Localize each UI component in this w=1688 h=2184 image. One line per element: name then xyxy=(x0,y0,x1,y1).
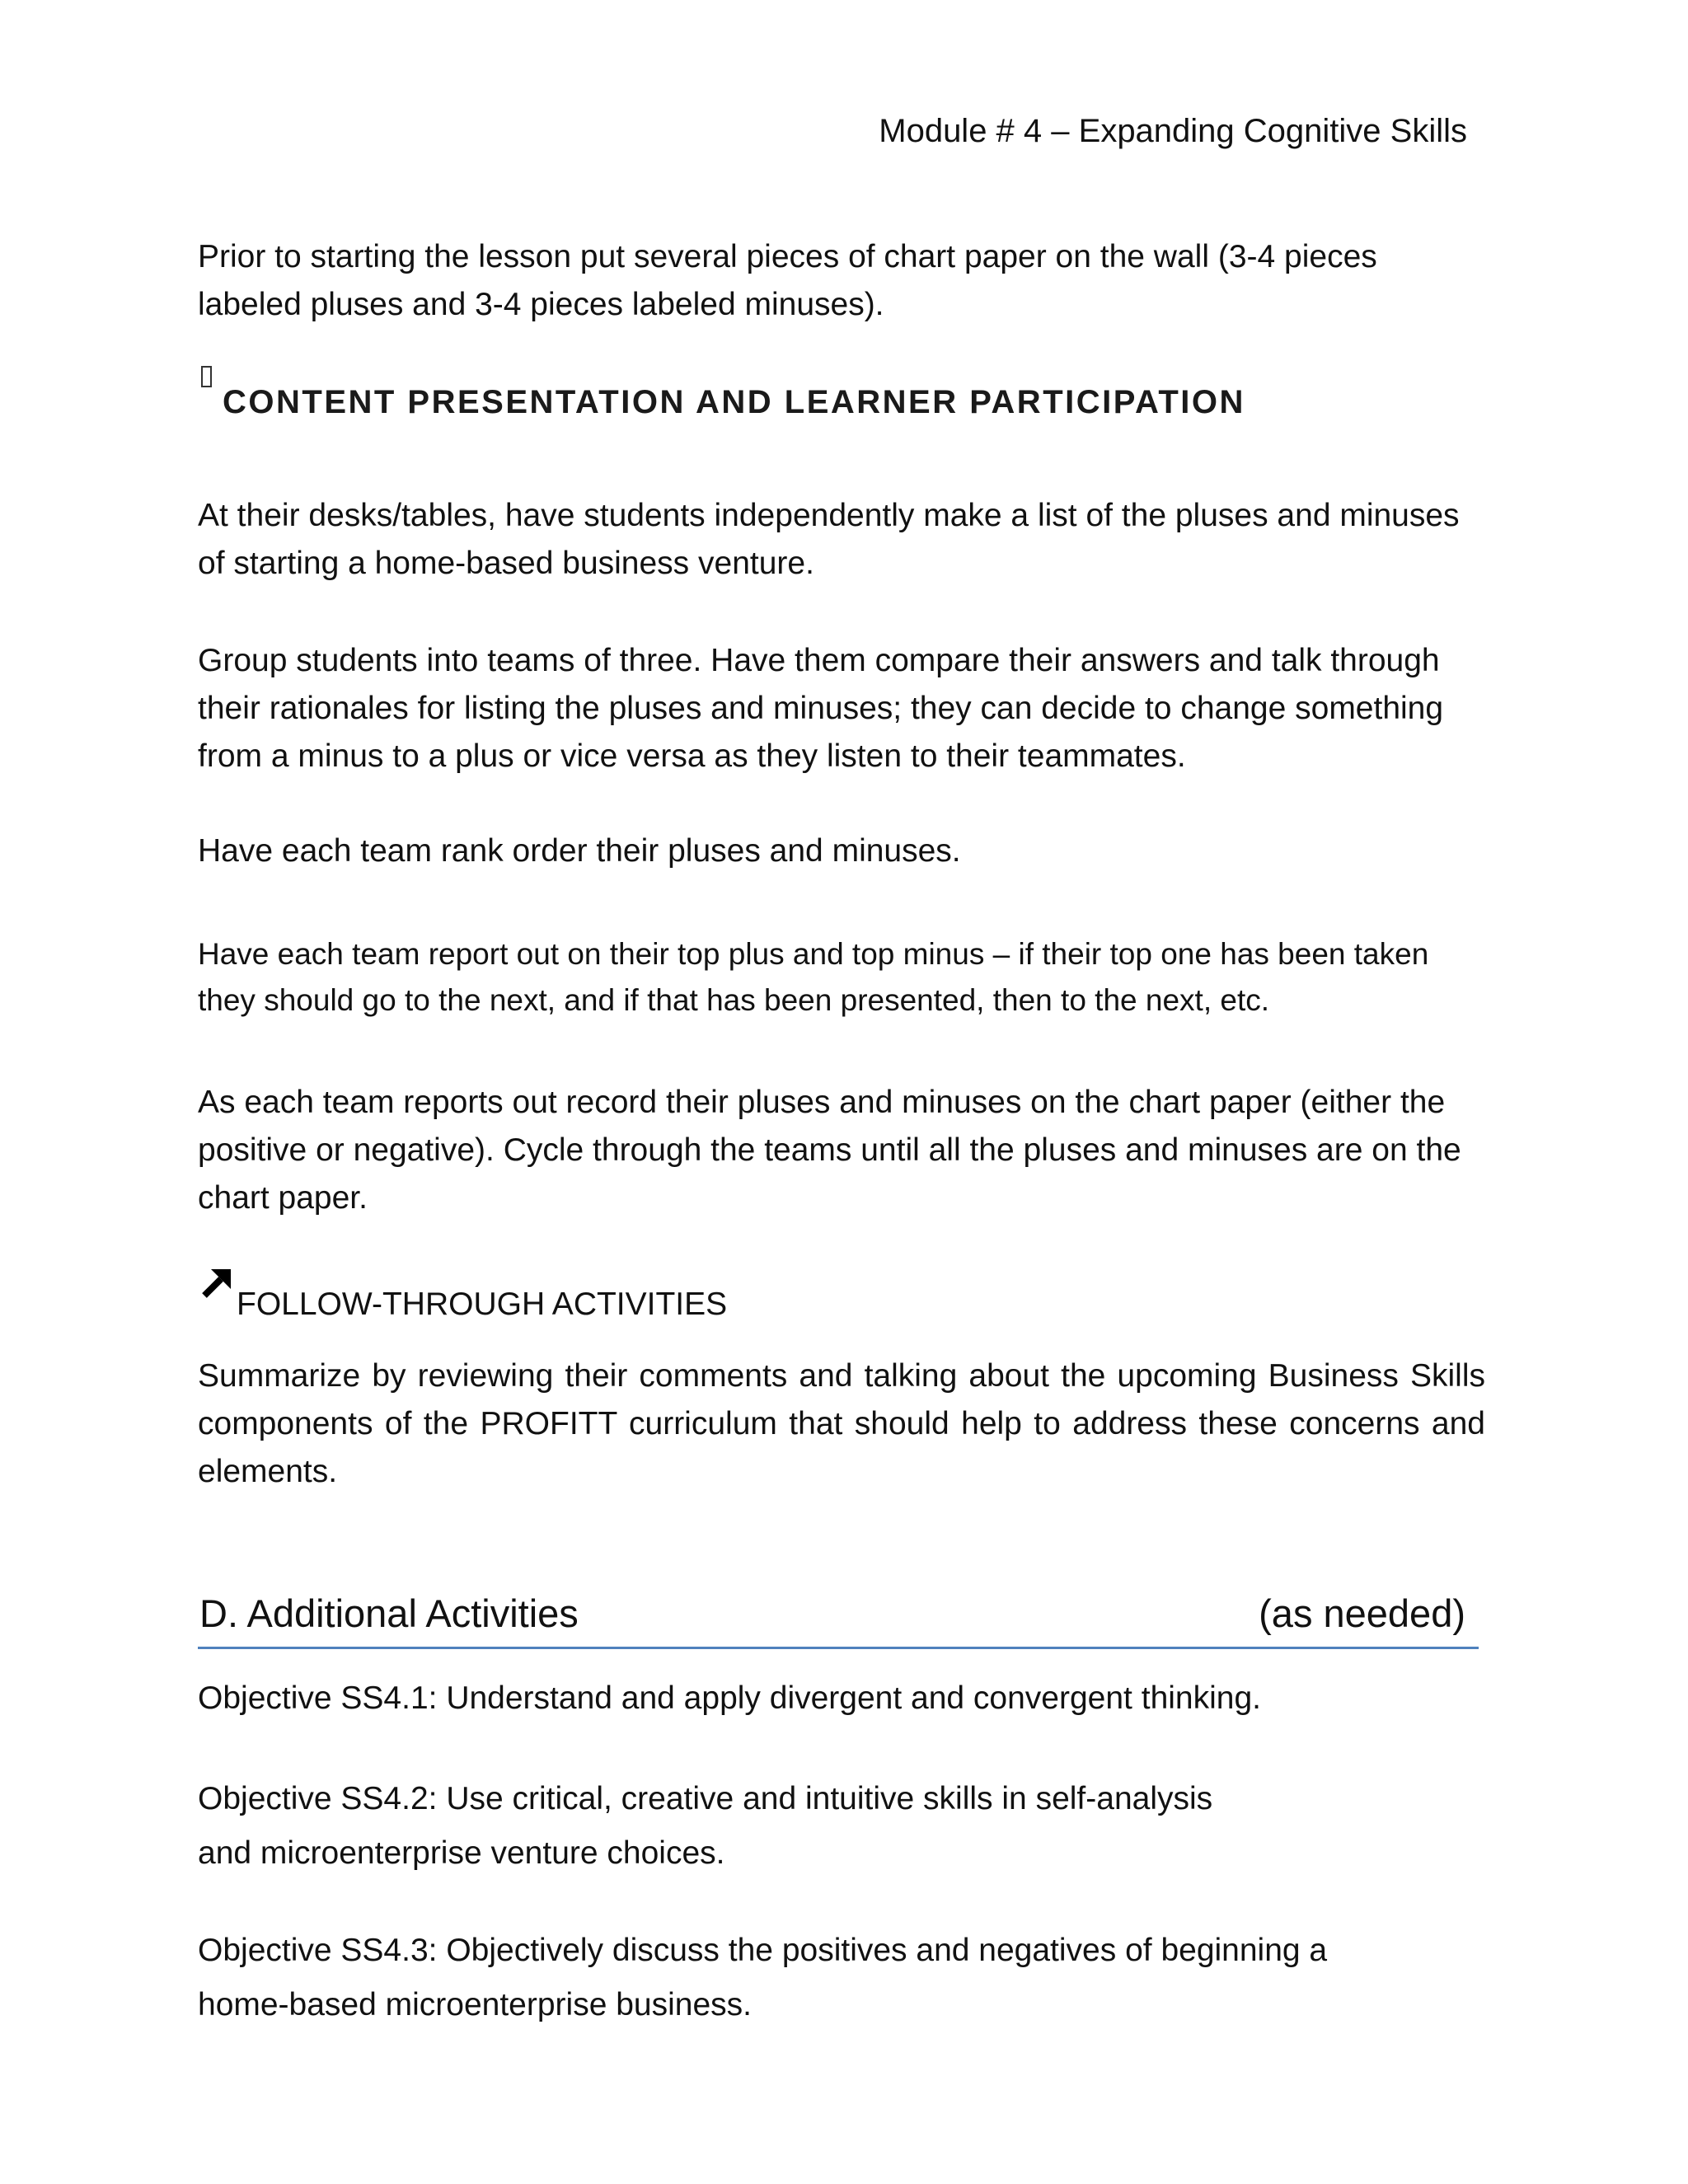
follow-through-heading: FOLLOW-THROUGH ACTIVITIES xyxy=(237,1286,728,1322)
running-header: Module # 4 – Expanding Cognitive Skills xyxy=(879,113,1467,149)
content-paragraph-5: As each team reports out record their pluses and minuses on the chart paper (either the positive or negative). Cycle through the teams until all the pluses and minuses are on the chart paper. xyxy=(198,1085,1461,1216)
section-aside-note: (as needed) xyxy=(1259,1591,1465,1635)
objective-item: Objective SS4.2: Use critical, creative and intuitive skills in self-analysis and microenterprise venture choices. xyxy=(198,1781,1213,1871)
content-paragraph-4: Have each team report out on their top plus and top minus – if their top one has been taken they should go to the next, and if that has been presented, then to the next, etc. xyxy=(198,937,1429,1017)
content-paragraph-3: Have each team rank order their pluses and minuses. xyxy=(198,833,961,869)
content-paragraph-1: At their desks/tables, have students independently make a list of the pluses and minuses of starting a home-based business venture. xyxy=(198,498,1460,581)
section-divider xyxy=(198,1647,1479,1649)
objective-item: Objective SS4.1: Understand and apply divergent and convergent thinking. xyxy=(198,1680,1261,1716)
section-title: D. Additional Activities xyxy=(199,1591,579,1635)
objective-item: Objective SS4.3: Objectively discuss the positives and negatives of beginning a home-based microenterprise business. xyxy=(198,1933,1328,2022)
follow-through-paragraph: Summarize by reviewing their comments and talking about the upcoming Business Skills components of the PROFITT curriculum that should help to address these concerns and elements. xyxy=(198,1358,1485,1489)
empty-box-icon xyxy=(201,366,212,387)
content-paragraph-2: Group students into teams of three. Have them compare their answers and talk through their rationales for listing the pluses and minuses; they can decide to change something from a minus to a plus or vice versa as they listen to their teammates. xyxy=(198,643,1444,774)
arrow-up-right-icon xyxy=(199,1266,234,1301)
intro-paragraph: Prior to starting the lesson put several pieces of chart paper on the wall (3-4 pieces labeled pluses and 3-4 pieces labeled minuses). xyxy=(198,239,1377,322)
content-presentation-heading: CONTENT PRESENTATION AND LEARNER PARTICIPATION xyxy=(223,384,1245,420)
